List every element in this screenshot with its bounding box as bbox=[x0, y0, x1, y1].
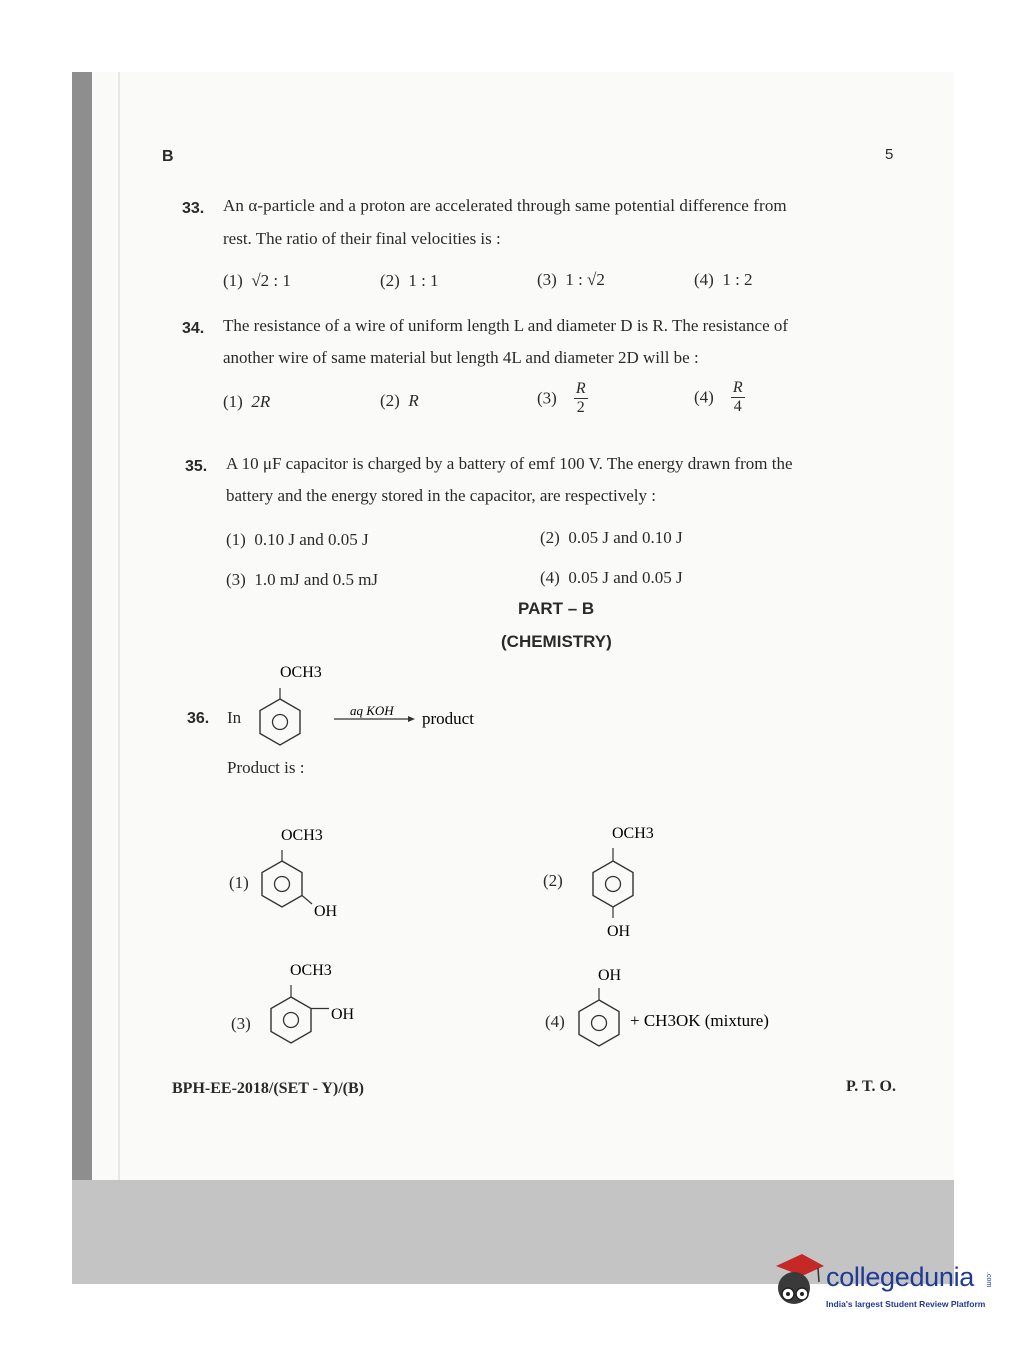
question-number: 34. bbox=[182, 320, 205, 337]
reagent-label: aq KOH bbox=[350, 703, 394, 718]
question-text-line2: rest. The ratio of their final velocities is : bbox=[223, 229, 501, 248]
option-2: (2) 1 : 1 bbox=[380, 271, 439, 290]
option-1-label: (1) bbox=[229, 873, 249, 892]
collegedunia-watermark bbox=[766, 1252, 996, 1320]
benzene-ring-icon bbox=[271, 997, 311, 1043]
option-2-structure bbox=[585, 818, 685, 944]
option-3-label: (3) bbox=[231, 1014, 251, 1033]
option-3: (3) 1.0 mJ and 0.5 mJ bbox=[226, 570, 379, 589]
benzene-ring-icon bbox=[260, 699, 300, 745]
bond-line bbox=[302, 896, 312, 905]
question-text-line2: another wire of same material but length 4L and diameter 2D will be : bbox=[223, 348, 699, 367]
question-number: 36. bbox=[187, 710, 210, 727]
question-text-line1: An α-particle and a proton are accelerated through same potential difference from bbox=[223, 196, 787, 215]
page-number: 5 bbox=[885, 146, 894, 163]
aromatic-circle bbox=[606, 877, 621, 892]
benzene-ring-icon bbox=[262, 861, 302, 907]
question-text-line1: The resistance of a wire of uniform length L and diameter D is R. The resistance of bbox=[223, 316, 789, 335]
question-number: 35. bbox=[185, 458, 208, 475]
product-label: product bbox=[422, 709, 474, 728]
option-3: (3) $\frac{R}{2}$ bbox=[537, 380, 586, 416]
option-2: (2) 0.05 J and 0.10 J bbox=[540, 528, 683, 547]
aromatic-circle bbox=[284, 1013, 299, 1028]
substituent-oh: OH bbox=[598, 967, 622, 984]
question-text-line2: battery and the energy stored in the capacitor, are respectively : bbox=[226, 486, 656, 505]
question-intro: In bbox=[227, 708, 242, 727]
fraction: $\frac{R}{4}$ bbox=[732, 379, 743, 415]
substituent-och3: OCH3 bbox=[281, 827, 323, 844]
arrow-head-icon bbox=[408, 716, 415, 722]
option-1-structure bbox=[255, 820, 365, 930]
question-text-line1: A 10 μF capacitor is charged by a battery of emf 100 V. The energy drawn from the bbox=[226, 454, 793, 473]
question-number: 33. bbox=[182, 200, 205, 217]
subject-heading: (CHEMISTRY) bbox=[501, 632, 612, 651]
substituent-och3: OCH3 bbox=[290, 962, 332, 979]
benzene-ring-icon bbox=[593, 861, 633, 907]
option-4: (4) 0.05 J and 0.05 J bbox=[540, 568, 683, 587]
aromatic-circle bbox=[275, 877, 290, 892]
substituent-oh: OH bbox=[607, 923, 631, 940]
option-4-structure bbox=[570, 960, 820, 1055]
paper-code: BPH-EE-2018/(SET - Y)/(B) bbox=[172, 1080, 365, 1097]
substituent-oh: OH bbox=[314, 903, 338, 920]
option-3: (3) 1 : √2 bbox=[537, 270, 605, 289]
option-4: (4) 1 : 2 bbox=[694, 270, 753, 289]
brand-suffix: .com bbox=[985, 1272, 992, 1288]
option-1: (1) 2R bbox=[223, 392, 271, 411]
set-letter: B bbox=[162, 148, 174, 165]
option-2: (2) R bbox=[380, 391, 419, 410]
mascot-logo-icon bbox=[766, 1252, 824, 1314]
substituent-oh: OH bbox=[331, 1006, 355, 1023]
benzene-ring-icon bbox=[579, 1000, 619, 1046]
option-4-label: (4) bbox=[545, 1012, 565, 1031]
option-3-structure bbox=[263, 955, 373, 1050]
pto-label: P. T. O. bbox=[846, 1078, 896, 1095]
substituent-och3: OCH3 bbox=[612, 825, 654, 842]
brand-name: collegedunia bbox=[826, 1262, 975, 1292]
product-is-label: Product is : bbox=[227, 758, 305, 777]
aromatic-circle bbox=[273, 715, 288, 730]
brand-tagline: India's largest Student Review Platform bbox=[826, 1299, 986, 1309]
fraction: $\frac{R}{2}$ bbox=[575, 380, 586, 416]
option-1: (1) 0.10 J and 0.05 J bbox=[226, 530, 369, 549]
reaction-scheme bbox=[250, 655, 510, 755]
scan-left-border bbox=[72, 72, 92, 1284]
mixture-text: + CH3OK (mixture) bbox=[630, 1011, 769, 1030]
option-1: (1) √2 : 1 bbox=[223, 271, 291, 290]
option-2-label: (2) bbox=[543, 871, 563, 890]
part-heading: PART – B bbox=[518, 599, 595, 618]
page-margin-line bbox=[118, 72, 120, 1180]
option-4: (4) $\frac{R}{4}$ bbox=[694, 379, 743, 415]
exam-page bbox=[92, 72, 954, 1180]
aromatic-circle bbox=[592, 1016, 607, 1031]
reactant-substituent: OCH3 bbox=[280, 664, 322, 681]
